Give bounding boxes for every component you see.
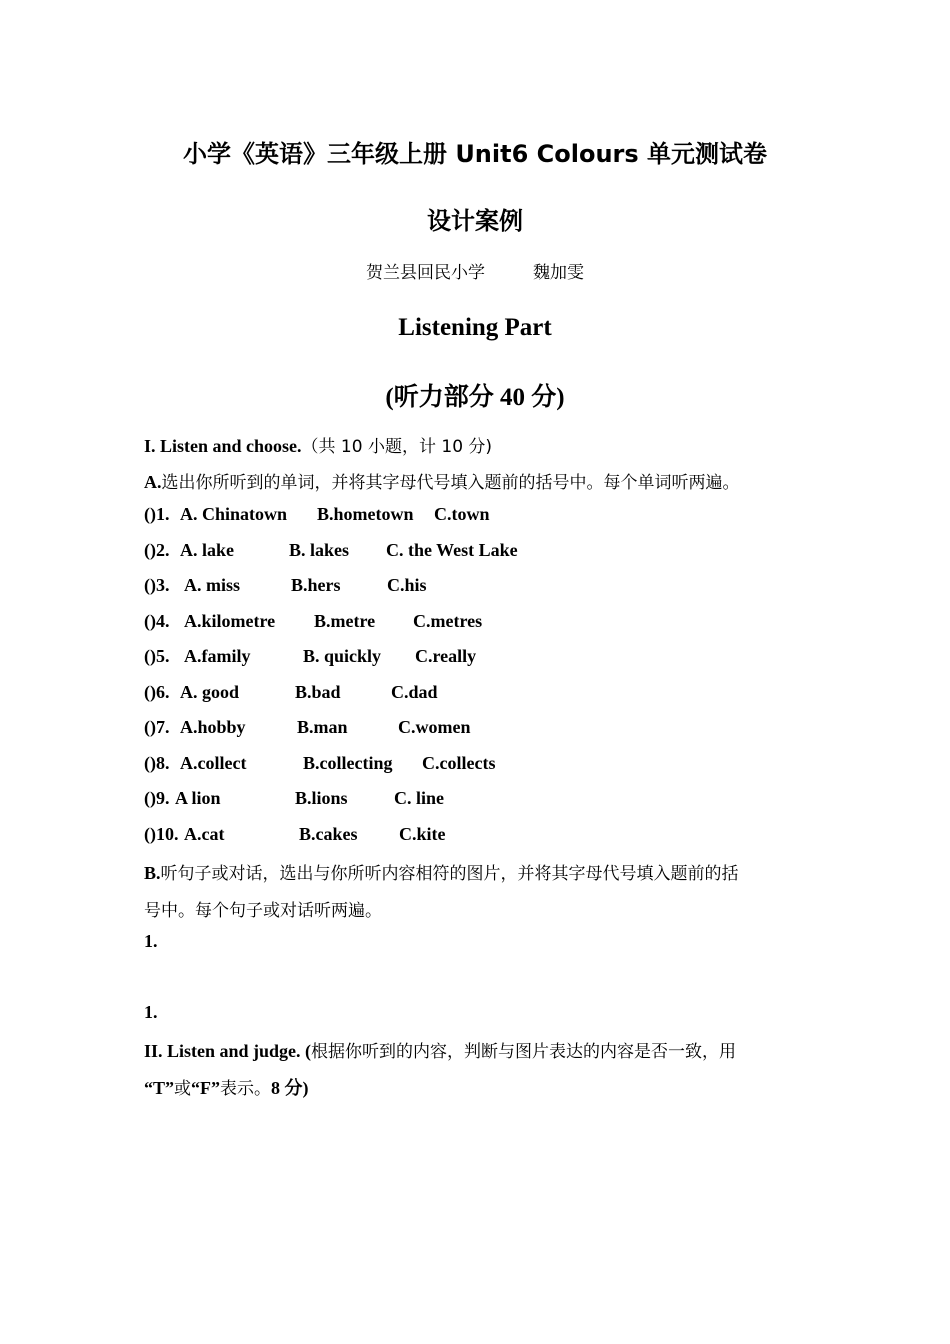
question-number: ()1.: [144, 504, 170, 524]
question-number: ()3.: [144, 575, 170, 595]
option-b: B.bad: [295, 682, 341, 702]
option-b: B.hers: [291, 575, 341, 595]
option-c: C.dad: [391, 682, 438, 702]
option-c: C.his: [387, 575, 427, 595]
question-row: [144, 611, 482, 632]
part2-heading-line1: [144, 1037, 736, 1062]
option-a: A.hobby: [180, 717, 246, 737]
part1-heading-cn: （共 10 小题，计 10 分): [301, 437, 493, 457]
option-c: C. the West Lake: [386, 540, 518, 560]
part2-heading-cn: 根据你听到的内容，判断与图片表达的内容是否一致，用: [311, 1042, 737, 1062]
question-row: [144, 540, 518, 561]
option-b: B.lions: [295, 788, 348, 808]
option-a: A.family: [184, 646, 251, 666]
question-row: [144, 575, 427, 596]
question-number: ()8.: [144, 753, 170, 773]
question-number: ()9.: [144, 788, 170, 808]
option-a: A. lake: [180, 540, 234, 560]
false-marker: “F”: [191, 1078, 221, 1098]
document-title-line1: 小学《英语》三年级上册 Unit6 Colours 单元测试卷: [182, 140, 768, 168]
option-b: B.hometown: [317, 504, 414, 524]
instruction-b-label: B.: [144, 863, 161, 883]
option-b: B.collecting: [303, 753, 393, 773]
question-row: [144, 717, 471, 738]
option-a: A.kilometre: [184, 611, 276, 631]
option-b: B.metre: [314, 611, 376, 631]
option-c: C.really: [415, 646, 477, 666]
picture-item-number: 1.: [144, 931, 158, 951]
part2-heading-line2: [144, 1074, 309, 1100]
option-c: C.kite: [399, 824, 446, 844]
true-marker: “T”: [144, 1078, 175, 1098]
option-c: C.metres: [413, 611, 483, 631]
question-number: ()7.: [144, 717, 170, 737]
option-a: A. good: [180, 682, 240, 702]
question-row: [144, 504, 490, 525]
part1-heading: [144, 432, 492, 457]
option-c: C. line: [394, 788, 445, 808]
instruction-b-text: 听句子或对话，选出与你所听内容相符的图片，并将其字母代号填入题前的括: [160, 864, 739, 884]
question-number: ()10.: [144, 824, 179, 844]
question-row: [144, 824, 446, 845]
option-a: A.cat: [184, 824, 225, 844]
instruction-a-label: A.: [144, 472, 162, 492]
option-a: A. Chinatown: [180, 504, 288, 524]
instruction-b-line1: [144, 859, 739, 884]
question-number: ()5.: [144, 646, 170, 666]
question-row: [144, 646, 476, 667]
option-b: B.man: [297, 717, 348, 737]
instruction-b-line2: [144, 896, 382, 921]
instruction-a-text: 选出你所听到的单词，并将其字母代号填入题前的括号中。每个单词听两遍。: [161, 473, 740, 493]
option-c: C.town: [434, 504, 490, 524]
question-number: ()6.: [144, 682, 170, 702]
part2-score: 8 分): [271, 1078, 309, 1098]
school-name: 贺兰县回民小学: [366, 263, 485, 283]
document-title-line2: 设计案例: [427, 207, 523, 235]
question-number: ()4.: [144, 611, 170, 631]
listening-part-heading: Listening Part: [398, 314, 552, 341]
question-row: [144, 682, 438, 703]
question-row: [144, 788, 444, 809]
instruction-b-text-cont: 号中。每个句子或对话听两遍。: [144, 901, 382, 921]
author-name: 魏加雯: [533, 263, 584, 283]
option-a: A. miss: [184, 575, 241, 595]
author-line: [0, 258, 950, 283]
option-b: B. quickly: [303, 646, 382, 666]
question-row: [144, 753, 495, 774]
option-c: C.collects: [422, 753, 496, 773]
option-b: B. lakes: [289, 540, 350, 560]
part1-heading-en: I. Listen and choose.: [144, 436, 302, 456]
or-text: 或: [174, 1079, 192, 1099]
part2-heading-en: II. Listen and judge. (: [144, 1041, 312, 1061]
picture-item-number: 1.: [144, 1002, 158, 1022]
option-c: C.women: [398, 717, 471, 737]
question-number: ()2.: [144, 540, 170, 560]
option-a: A.collect: [180, 753, 247, 773]
instruction-a: [144, 468, 740, 493]
option-b: B.cakes: [299, 824, 358, 844]
option-a: A lion: [175, 788, 221, 808]
listening-score-heading: (听力部分 40 分): [385, 384, 565, 411]
represent-text: 表示。: [220, 1079, 272, 1099]
